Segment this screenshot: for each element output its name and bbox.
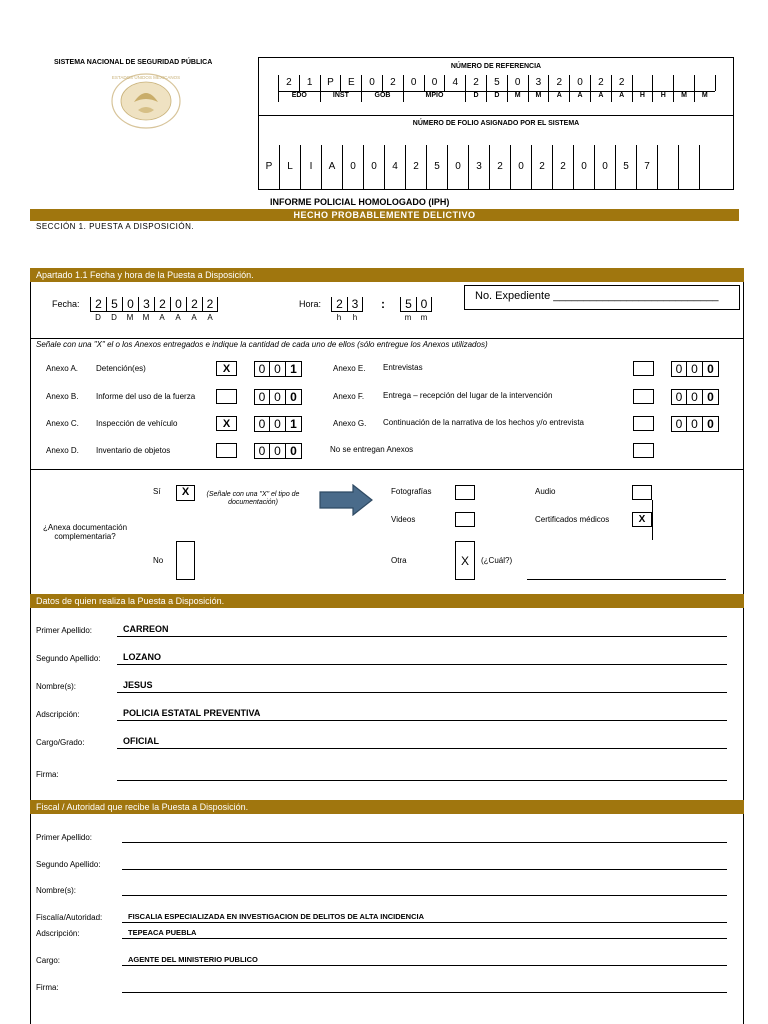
quien-realiza-title: Datos de quien realiza la Puesta a Disposición. — [30, 594, 744, 608]
field-value: POLICIA ESTATAL PREVENTIVA — [123, 708, 261, 718]
fecha-digit: 2 — [154, 297, 170, 312]
anexos-instruction: Señale con una "X" el o los Anexos entregados e indique la cantidad de cada uno de ellos (sólo entregue los Anexos utilizados) — [36, 340, 488, 349]
fecha-sublabel: D — [95, 313, 101, 322]
anexo-name: No se entregan Anexos — [330, 445, 414, 454]
field-line[interactable] — [117, 636, 727, 637]
form-title: INFORME POLICIAL HOMOLOGADO (IPH) — [270, 197, 450, 207]
anexo-quantity[interactable] — [671, 361, 719, 377]
quantity-digit: 0 — [687, 416, 703, 432]
hora-label: Hora: — [299, 299, 322, 309]
fecha-sublabel: M — [126, 313, 134, 322]
fecha-digit: 2 — [186, 297, 202, 312]
seal-icon — [110, 72, 182, 130]
field-label: Primer Apellido: — [36, 833, 93, 842]
field-line[interactable] — [122, 992, 727, 993]
anexo-quantity[interactable] — [254, 443, 302, 459]
anexo-name: Inventario de objetos — [96, 446, 171, 455]
field-label: Firma: — [36, 983, 59, 992]
seal-text: ESTADOS UNIDOS MEXICANOS — [111, 75, 181, 80]
minute-sublabels — [400, 313, 432, 322]
quantity-digit: 1 — [286, 361, 302, 377]
reference-digit-cell: 0 — [569, 75, 590, 91]
reference-digit-cell — [715, 75, 736, 91]
folio-digits — [258, 145, 720, 189]
folio-digit-cell: 0 — [342, 145, 363, 189]
form-subtitle: HECHO PROBABLEMENTE DELICTIVO — [30, 209, 739, 221]
anexo-name: Detención(es) — [96, 364, 146, 373]
reference-digit-cell — [694, 75, 715, 91]
fecha-sublabel: A — [159, 313, 165, 322]
quantity-digit: 0 — [687, 361, 703, 377]
field-line[interactable] — [122, 938, 727, 939]
minute-sublabel: m — [420, 313, 428, 322]
folio-digit-cell: 5 — [615, 145, 636, 189]
anexo-checkbox[interactable]: X — [216, 416, 237, 431]
field-label: Segundo Apellido: — [36, 860, 101, 869]
reference-digit-cell — [652, 75, 673, 91]
folio-digit-cell: 5 — [426, 145, 447, 189]
anexo-name: Informe del uso de la fuerza — [96, 392, 196, 401]
quantity-digit: 0 — [671, 361, 687, 377]
fecha-digit: 3 — [138, 297, 154, 312]
reference-digit-cell — [673, 75, 694, 91]
folio-digit-cell: 4 — [384, 145, 405, 189]
doc-hint: (Señale con una "X" el tipo de documentación) — [206, 491, 300, 506]
field-label: Fiscalía/Autoridad: — [36, 913, 103, 922]
reference-label: EDO — [278, 92, 320, 102]
field-label: Nombre(s): — [36, 682, 77, 691]
reference-digit-cell: 2 — [465, 75, 486, 91]
reference-label: H — [652, 92, 673, 102]
reference-digit-cell: 0 — [507, 75, 528, 91]
reference-label: M — [528, 92, 549, 102]
folio-digit-cell: 0 — [594, 145, 615, 189]
folio-digit-cell: I — [300, 145, 321, 189]
quantity-digit: 0 — [671, 389, 687, 405]
field-value: AGENTE DEL MINISTERIO PUBLICO — [128, 955, 258, 964]
anexo-code: Anexo E. — [333, 364, 366, 373]
field-line[interactable] — [117, 748, 727, 749]
quantity-digit: 0 — [286, 443, 302, 459]
quantity-digit: 0 — [270, 389, 286, 405]
anexo-code: Anexo B. — [46, 392, 79, 401]
videos-checkbox[interactable] — [455, 512, 475, 527]
certificados-checkbox[interactable]: X — [632, 512, 652, 527]
otra-checkbox[interactable]: X — [455, 541, 475, 580]
reference-digit-cell: 2 — [590, 75, 611, 91]
quantity-digit: 0 — [703, 416, 719, 432]
fiscal-title: Fiscal / Autoridad que recibe la Puesta a Disposición. — [30, 800, 744, 814]
anexo-quantity[interactable] — [254, 389, 302, 405]
audio-label: Audio — [535, 487, 556, 496]
folio-digit-cell: 0 — [447, 145, 468, 189]
quantity-digit: 0 — [671, 416, 687, 432]
reference-digit-cell: 5 — [486, 75, 507, 91]
minute-digits — [400, 297, 432, 312]
quantity-digit: 0 — [254, 389, 270, 405]
quantity-digit: 0 — [286, 389, 302, 405]
fecha-digit: 0 — [170, 297, 186, 312]
field-value: LOZANO — [123, 652, 161, 662]
reference-label: GOB — [361, 92, 403, 102]
fecha-digits — [90, 297, 218, 312]
folio-digit-cell — [678, 145, 699, 189]
reference-digit-cell: 2 — [611, 75, 632, 91]
field-label: Primer Apellido: — [36, 626, 93, 635]
folio-digit-cell: 7 — [636, 145, 657, 189]
reference-digit-cell: 0 — [361, 75, 382, 91]
reference-label: M — [694, 92, 715, 102]
videos-label: Videos — [391, 515, 416, 524]
fotografias-label: Fotografías — [391, 487, 432, 496]
section-title: SECCIÓN 1. PUESTA A DISPOSICIÓN. — [36, 222, 195, 231]
quantity-digit: 0 — [703, 361, 719, 377]
reference-label: INST — [320, 92, 362, 102]
hora-digit: 2 — [331, 297, 347, 312]
fecha-sublabel: A — [207, 313, 213, 322]
field-value: FISCALIA ESPECIALIZADA EN INVESTIGACION DE DELITOS DE ALTA INCIDENCIA — [128, 912, 424, 921]
folio-digit-cell — [657, 145, 678, 189]
apartado-divider — [30, 338, 744, 339]
reference-label: D — [465, 92, 486, 102]
fecha-sublabels — [90, 313, 218, 322]
apartado-title: Apartado 1.1 Fecha y hora de la Puesta a Disposición. — [30, 268, 744, 282]
no-label: No — [153, 556, 164, 565]
hora-sublabel: h — [352, 313, 358, 322]
folio-digit-cell: 2 — [531, 145, 552, 189]
doc-question: ¿Anexa documentación complementaria? — [42, 523, 128, 541]
anexo-quantity[interactable] — [254, 361, 302, 377]
anexo-quantity[interactable] — [254, 416, 302, 432]
reference-digit-cell: 1 — [299, 75, 320, 91]
reference-digit-cell: P — [320, 75, 341, 91]
field-label: Cargo/Grado: — [36, 738, 85, 747]
reference-digit-cell: 2 — [278, 75, 299, 91]
audio-checkbox[interactable] — [632, 485, 652, 500]
system-name: SISTEMA NACIONAL DE SEGURIDAD PÚBLICA — [54, 59, 213, 66]
field-label: Adscripción: — [36, 929, 80, 938]
anexo-code: Anexo A. — [46, 364, 79, 373]
field-label: Segundo Apellido: — [36, 654, 101, 663]
quantity-digit: 0 — [270, 361, 286, 377]
arrow-right-icon — [319, 484, 373, 516]
reference-digit-cell: 4 — [444, 75, 465, 91]
reference-label: A — [548, 92, 569, 102]
field-value: JESUS — [123, 680, 153, 690]
field-label: Adscripción: — [36, 710, 80, 719]
anexo-code: Anexo G. — [333, 419, 367, 428]
fecha-digit: 5 — [106, 297, 122, 312]
fecha-sublabel: D — [111, 313, 117, 322]
quantity-digit: 0 — [270, 416, 286, 432]
folio-digit-cell: P — [258, 145, 279, 189]
reference-digits — [278, 75, 736, 91]
folio-digit-cell: 2 — [405, 145, 426, 189]
hora-digits — [331, 297, 363, 312]
folio-digit-cell: 2 — [552, 145, 573, 189]
fecha-sublabel: M — [142, 313, 150, 322]
hora-colon: : — [381, 297, 385, 311]
quantity-digit: 0 — [703, 389, 719, 405]
folio-title: NÚMERO DE FOLIO ASIGNADO POR EL SISTEMA — [412, 120, 580, 127]
reference-label: D — [486, 92, 507, 102]
folio-digit-cell: 3 — [468, 145, 489, 189]
anexo-checkbox[interactable] — [633, 389, 654, 404]
cual-label: (¿Cuál?) — [481, 556, 513, 565]
anexo-code: Anexo C. — [46, 419, 79, 428]
quantity-digit: 0 — [687, 389, 703, 405]
reference-digit-cell: E — [340, 75, 361, 91]
minute-sublabel: m — [404, 313, 412, 322]
anexo-checkbox[interactable] — [633, 416, 654, 431]
fotografias-checkbox[interactable] — [455, 485, 475, 500]
reference-digit-cell: 2 — [548, 75, 569, 91]
doc-vertical-rule — [652, 500, 653, 540]
folio-digit-cell: 0 — [363, 145, 384, 189]
reference-title: NÚMERO DE REFERENCIA — [450, 63, 542, 70]
field-label: Firma: — [36, 770, 59, 779]
certificados-label: Certificados médicos — [535, 515, 610, 524]
anexo-checkbox[interactable] — [216, 443, 237, 458]
otra-label: Otra — [391, 556, 407, 565]
expediente-field[interactable]: No. Expediente ___________________________ — [464, 285, 740, 310]
field-label: Nombre(s): — [36, 886, 77, 895]
reference-label: M — [673, 92, 694, 102]
anexo-checkbox[interactable] — [216, 389, 237, 404]
quantity-digit: 0 — [254, 416, 270, 432]
quantity-digit: 0 — [254, 443, 270, 459]
fecha-sublabel: A — [175, 313, 181, 322]
folio-digit-cell: 2 — [489, 145, 510, 189]
si-label: Sí — [153, 487, 161, 496]
field-value: OFICIAL — [123, 736, 159, 746]
minute-digit: 5 — [400, 297, 416, 312]
folio-digit-cell: A — [321, 145, 342, 189]
field-line[interactable] — [122, 842, 727, 843]
quantity-digit: 0 — [270, 443, 286, 459]
anexo-quantity[interactable] — [671, 389, 719, 405]
fecha-label: Fecha: — [52, 299, 80, 309]
fecha-digit: 0 — [122, 297, 138, 312]
anexo-checkbox[interactable] — [633, 443, 654, 458]
field-line[interactable] — [117, 780, 727, 781]
reference-label: A — [569, 92, 590, 102]
hora-digit: 3 — [347, 297, 363, 312]
folio-digit-cell: L — [279, 145, 300, 189]
field-value: CARREON — [123, 624, 169, 634]
quantity-digit: 1 — [286, 416, 302, 432]
hora-sublabels — [331, 313, 363, 322]
anexo-checkbox[interactable]: X — [216, 361, 237, 376]
reference-label: A — [590, 92, 611, 102]
reference-digit-cell — [632, 75, 653, 91]
field-value: TEPEACA PUEBLA — [128, 928, 197, 937]
no-checkbox[interactable] — [176, 541, 195, 580]
fecha-digit: 2 — [90, 297, 106, 312]
field-line[interactable] — [117, 720, 727, 721]
fecha-digit: 2 — [202, 297, 218, 312]
minute-digit: 0 — [416, 297, 432, 312]
folio-digit-cell: 0 — [573, 145, 594, 189]
otra-line[interactable] — [527, 579, 726, 580]
field-line[interactable] — [122, 895, 727, 896]
reference-digit-cell: 0 — [424, 75, 445, 91]
anexo-name: Inspección de vehículo — [96, 419, 178, 428]
reference-label: MPIO — [403, 92, 465, 102]
anexo-name: Entrevistas — [383, 363, 423, 372]
anexo-quantity[interactable] — [671, 416, 719, 432]
reference-digit-cell: 0 — [403, 75, 424, 91]
si-checkbox[interactable]: X — [176, 485, 195, 501]
anexo-code: Anexo F. — [333, 392, 365, 401]
reference-label: H — [632, 92, 653, 102]
hora-sublabel: h — [336, 313, 342, 322]
apartado-frame — [30, 282, 744, 594]
reference-label: M — [507, 92, 528, 102]
field-line[interactable] — [117, 664, 727, 665]
field-label: Cargo: — [36, 956, 61, 965]
field-line[interactable] — [117, 692, 727, 693]
reference-label: A — [611, 92, 632, 102]
quantity-digit: 0 — [254, 361, 270, 377]
anexo-checkbox[interactable] — [633, 361, 654, 376]
reference-digit-cell: 2 — [382, 75, 403, 91]
reference-labels — [278, 92, 715, 102]
field-line[interactable] — [122, 869, 727, 870]
anexo-code: Anexo D. — [46, 446, 79, 455]
anexos-divider — [30, 469, 744, 470]
folio-digit-cell: 0 — [510, 145, 531, 189]
anexo-name: Continuación de la narrativa de los hechos y/o entrevista — [383, 418, 585, 427]
reference-digit-cell: 3 — [528, 75, 549, 91]
folio-digit-cell — [699, 145, 720, 189]
field-line[interactable] — [122, 965, 727, 966]
field-line[interactable] — [122, 922, 727, 923]
anexo-name: Entrega – recepción del lugar de la intervención — [383, 391, 553, 400]
fecha-sublabel: A — [191, 313, 197, 322]
